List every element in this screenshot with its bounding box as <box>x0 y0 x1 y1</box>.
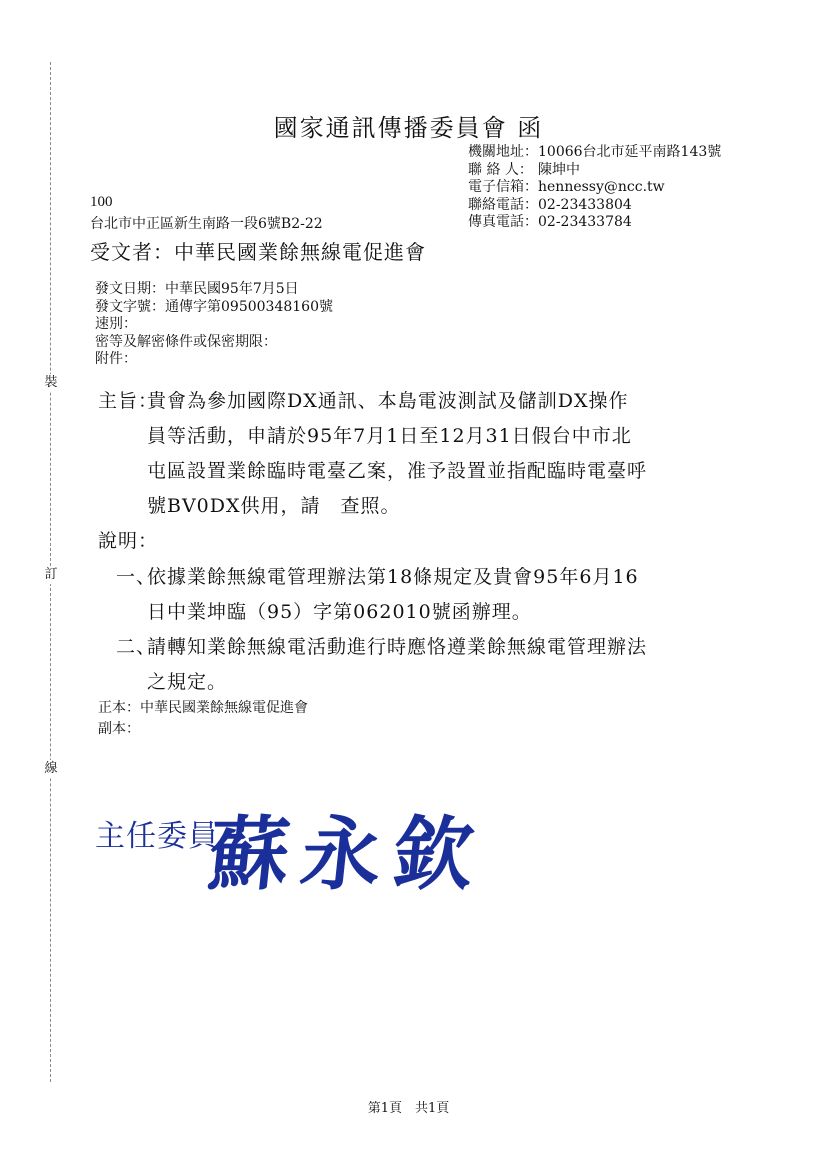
subject-line: 員等活動，申請於95年7月1日至12月31日假台中市北 <box>147 425 632 447</box>
explanation-line: 日中業坤臨（95）字第062010號函辦理。 <box>147 601 532 623</box>
explanation-item-number: 一、 <box>116 566 157 588</box>
issue-number: 發文字號：通傳字第09500348160號 <box>95 298 333 315</box>
subject-line: 號BV0DX供用，請 查照。 <box>147 495 401 517</box>
explanation-item <box>147 630 647 700</box>
binding-mark-xian: 線 <box>40 760 62 778</box>
sender-fax-row <box>468 214 721 232</box>
sender-label: 電子信箱： <box>468 179 538 195</box>
document-meta <box>95 281 333 369</box>
copies <box>98 698 308 740</box>
sender-value: hennessy@ncc.tw <box>538 179 665 195</box>
sender-label: 聯絡電話： <box>468 196 538 213</box>
sender-address-row <box>468 144 721 162</box>
subject-text <box>147 384 647 524</box>
explanation-line: 請轉知業餘無線電活動進行時應恪遵業餘無線電管理辦法 <box>147 636 648 658</box>
binding-mark-ding: 訂 <box>40 566 62 584</box>
sender-contact-row <box>468 162 721 180</box>
page-number: 第1頁 共1頁 <box>367 1101 450 1116</box>
confidentiality: 密等及解密條件或保密期限： <box>95 333 277 350</box>
subject-line: 屯區設置業餘臨時電臺乙案，准予設置並指配臨時電臺呼 <box>147 460 648 482</box>
recipient-address: 台北市中正區新生南路一段6號B2-22 <box>90 216 323 232</box>
recipient-line: 受文者：中華民國業餘無線電促進會 <box>90 240 426 264</box>
sender-value: 02-23433804 <box>538 196 632 213</box>
sender-phone-row <box>468 197 721 215</box>
signature-name-stamp: 蘇永欽 <box>204 808 491 901</box>
sender-label: 聯 絡 人： <box>468 161 533 178</box>
signature-title: 主任委員 <box>95 819 219 854</box>
subject-label: 主旨： <box>98 390 159 412</box>
sender-email-row <box>468 179 721 197</box>
explanation-line: 之規定。 <box>147 671 228 693</box>
issue-date: 發文日期：中華民國95年7月5日 <box>95 281 299 297</box>
sender-label: 機關地址： <box>468 144 538 160</box>
sender-label: 傳真電話： <box>468 214 538 230</box>
sender-value: 10066台北市延平南路143號 <box>538 144 722 160</box>
explanation-item-number: 二、 <box>116 636 157 658</box>
original-recipient: 正本：中華民國業餘無線電促進會 <box>98 700 308 716</box>
sender-value: 陳坤中 <box>538 161 580 178</box>
recipient-zip: 100 <box>90 194 113 210</box>
explanation-label: 說明： <box>98 530 159 552</box>
attachments: 附件： <box>95 351 137 368</box>
binding-mark-zhuang: 裝 <box>40 374 62 392</box>
sender-value: 02-23433784 <box>538 214 632 230</box>
explanation-item <box>147 560 639 630</box>
sender-info <box>468 144 721 232</box>
subject-line: 貴會為參加國際DX通訊、本島電波測試及儲訓DX操作 <box>147 390 629 412</box>
urgency: 速別： <box>95 316 137 333</box>
document-title: 國家通訊傳播委員會 函 <box>273 114 544 142</box>
copy-recipient: 副本： <box>98 721 140 737</box>
explanation-line: 依據業餘無線電管理辦法第18條規定及貴會95年6月16 <box>147 566 639 588</box>
